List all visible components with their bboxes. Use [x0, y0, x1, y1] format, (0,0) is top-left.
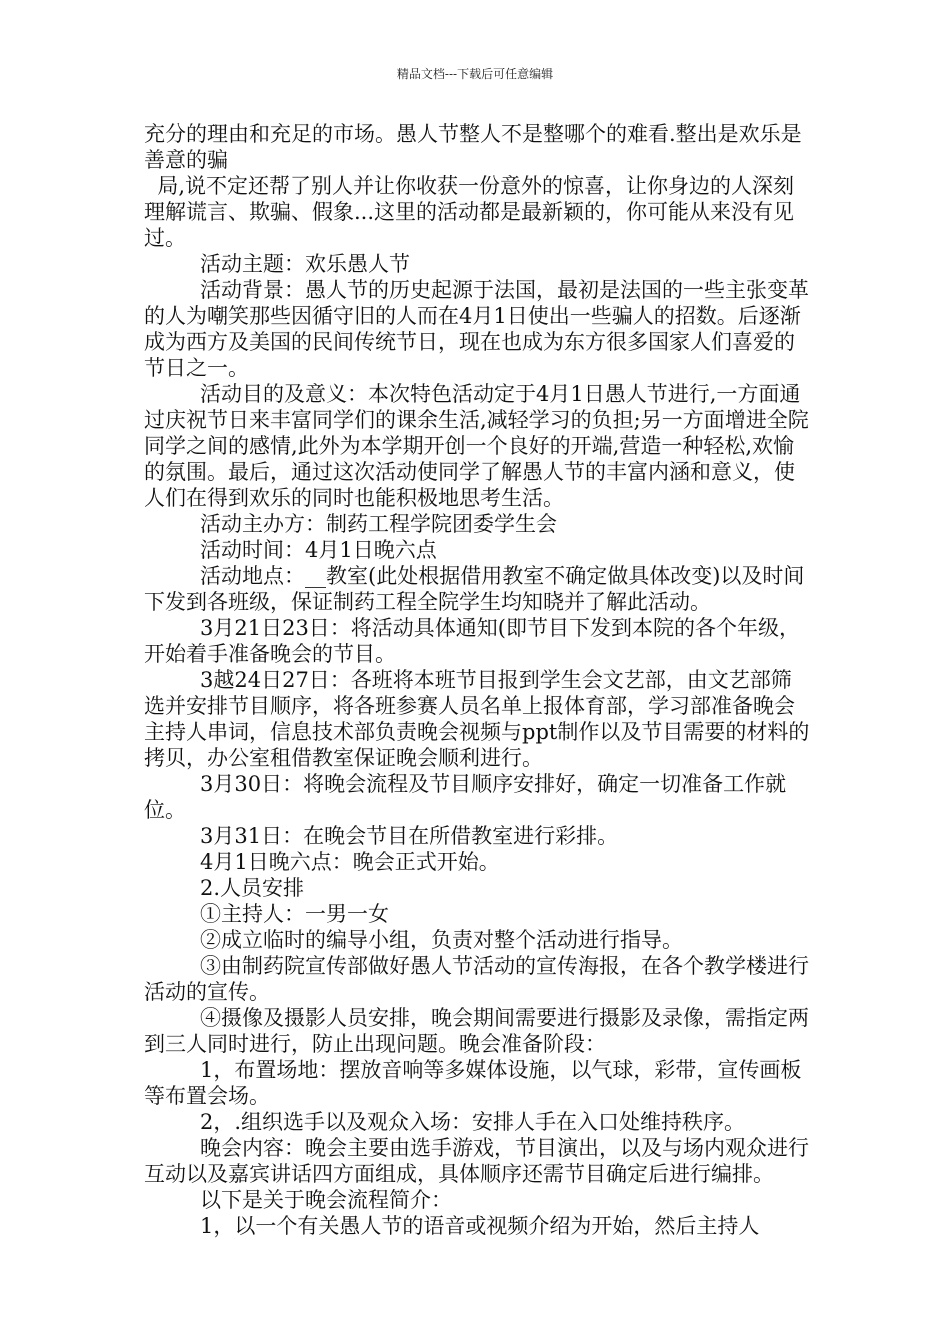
paragraph: ②成立临时的编导小组，负责对整个活动进行指导。 — [200, 928, 683, 952]
paragraph: 3月31日：在晚会节目在所借教室进行彩排。 — [200, 824, 619, 848]
paragraph: 2，.组织选手以及观众入场：安排人手在入口处维持秩序。 — [200, 1110, 746, 1134]
paragraph: 3月21日23日：将活动具体通知(即节目下发到本院的各个年级，开始着手准备晚会的节目。 — [144, 616, 800, 666]
document-body — [144, 121, 810, 1239]
paragraph: 活动目的及意义：本次特色活动定于4月1日愚人节进行,一方面通过庆祝节日来丰富同学们的课余生活,减轻学习的负担;另一方面增进全院同学之间的感情,此外为本学期开创一个良好的开端,营造一种轻松,欢愉的氛围。最后，通过这次活动使同学了解愚人节的丰富内涵和意义，使人们在得到欢乐的同时也能积极地思考生活。 — [144, 382, 809, 510]
paragraph: 充分的理由和充足的市场。愚人节整人不是整哪个的难看.整出是欢乐是善意的骗 — [144, 122, 802, 172]
paragraph: 活动主题：欢乐愚人节 — [200, 252, 410, 276]
paragraph: 1，以一个有关愚人节的语音或视频介绍为开始，然后主持人 — [200, 1214, 760, 1238]
paragraph: ④摄像及摄影人员安排，晚会期间需要进行摄影及录像，需指定两到三人同时进行，防止出现问题。晚会准备阶段： — [144, 1006, 809, 1056]
paragraph: 活动地点：__教室(此处根据借用教室不确定做具体改变)以及时间下发到各班级，保证制药工程全院学生均知晓并了解此活动。 — [144, 564, 805, 614]
paragraph: 3月30日：将晚会流程及节目顺序安排好，确定一切准备工作就位。 — [144, 772, 787, 822]
paragraph: 活动主办方：制药工程学院团委学生会 — [200, 512, 557, 536]
paragraph: 以下是关于晚会流程简介： — [200, 1188, 452, 1212]
paragraph: 晚会内容：晚会主要由选手游戏，节目演出，以及与场内观众进行互动以及嘉宾讲话四方面组成，具体顺序还需节目确定后进行编排。 — [144, 1136, 809, 1186]
paragraph: 2.人员安排 — [200, 876, 305, 900]
paragraph: 1，布置场地：摆放音响等多媒体设施，以气球，彩带，宣传画板等布置会场。 — [144, 1058, 802, 1108]
paragraph: 3越24日27日：各班将本班节目报到学生会文艺部，由文艺部筛选并安排节目顺序，将各班参赛人员名单上报体育部，学习部准备晚会主持人串词，信息技术部负责晚会视频与ppt制作以及节目需要的材料的拷贝，办公室租借教室保证晚会顺利进行。 — [144, 668, 810, 770]
paragraph: 活动背景：愚人节的历史起源于法国，最初是法国的一些主张变革的人为嘲笑那些因循守旧的人而在4月1日使出一些骗人的招数。后逐渐成为西方及美国的民间传统节日，现在也成为东方很多国家人们喜爱的节日之一。 — [144, 278, 809, 380]
paragraph: ①主持人：一男一女 — [200, 902, 389, 926]
paragraph: ③由制药院宣传部做好愚人节活动的宣传海报，在各个教学楼进行活动的宣传。 — [144, 954, 809, 1004]
page-header: 精品文档---下载后可任意编辑 — [396, 67, 554, 81]
paragraph: 4月1日晚六点：晚会正式开始。 — [200, 850, 500, 874]
paragraph: 活动时间：4月1日晚六点 — [200, 538, 437, 562]
paragraph: 局,说不定还帮了别人并让你收获一份意外的惊喜，让你身边的人深刻理解谎言、欺骗、假象...这里的活动都是最新颖的，你可能从来没有见过。 — [144, 174, 795, 250]
